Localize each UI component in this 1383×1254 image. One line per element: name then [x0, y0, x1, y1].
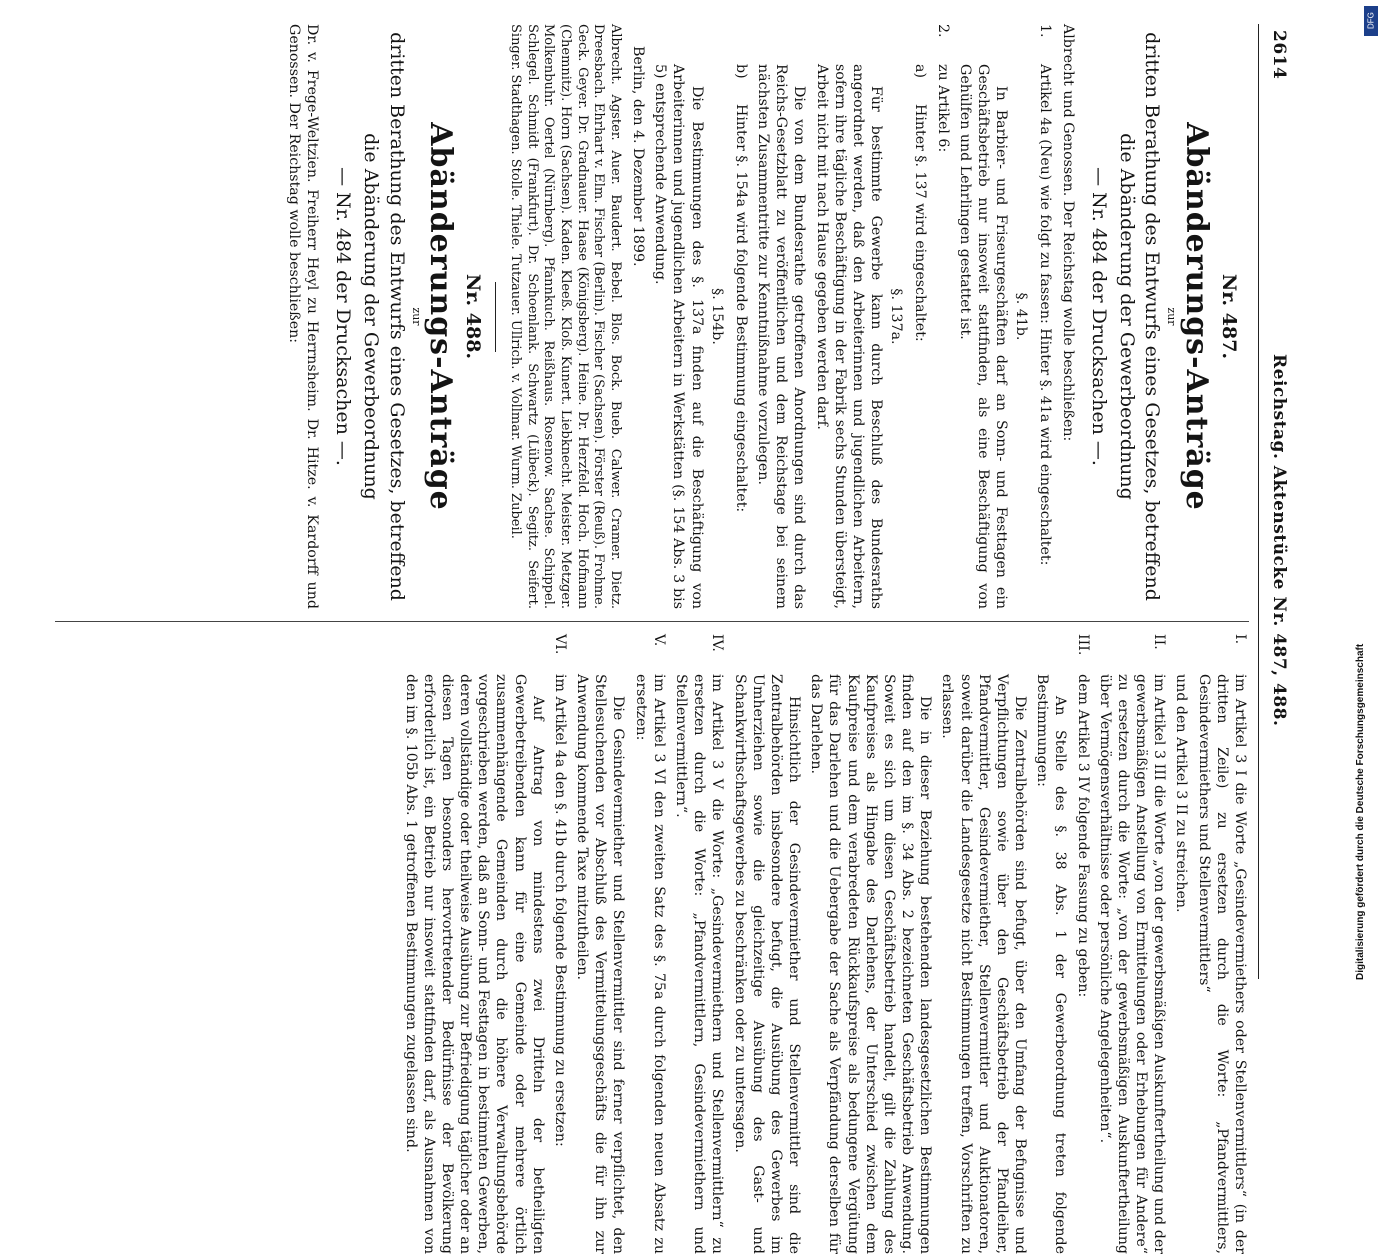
doc487-lead: dritten Berathung des Entwurfs eines Gesetzes, betreffend die Abänderung der Gewerbeordnung [1115, 32, 1164, 601]
doc487-intro: Albrecht und Genossen. Der Reichstag wolle beschließen: [1059, 24, 1076, 442]
doc488-lead: dritten Berathung des Entwurfs eines Gesetzes, betreffend die Abänderung der Gewerbeordnung [360, 32, 408, 601]
amendment-II [1096, 634, 1169, 1254]
item-number: V. [650, 634, 667, 647]
item-text: im Artikel 3 III die Worte „von der gewerbsmäßigen Auskunftertheilung und der gewerbsmäßigen Anstellung von Ermittelungen oder Erhebungen für Andere“ zu ersetzen durch die Worte: „von der gewerbsmäßigen Auskunftertheilung über Vermögensverhältnisse oder persönliche Angelegenheiten“. [1096, 674, 1168, 1254]
item-number: b) [732, 64, 749, 79]
digitization-note [1353, 40, 1373, 980]
item-text: Hinter §. 137 wird eingeschaltet: [912, 104, 929, 342]
doc487-date: Berlin, den 4. Dezember 1899. [630, 46, 647, 267]
paragraph-137a-heading: §. 137a. [888, 288, 905, 345]
left-column [55, 24, 1249, 609]
paragraph-41b-heading: §. 41b. [1013, 292, 1030, 341]
doc487-item-1 [1036, 24, 1054, 609]
item-number: VI. [551, 634, 568, 655]
running-head [1258, 24, 1295, 979]
doc488-number: Nr. 488. [462, 273, 485, 360]
column-rule [55, 621, 1249, 622]
doc487-item-2a [911, 64, 929, 609]
doc488-reference: — Nr. 484 der Drucksachen —. [332, 167, 355, 466]
item-number: I. [1232, 634, 1248, 645]
amendment-VI-paragraph: Auf Antrag von mindestens zwei Dritteln der betheiligten Gewerbetreibenden kann für eine Gemeinde oder mehrere örtlich zusammenhängende Gemeinden durch die höhere Verwaltungsbehörde vorgeschrieben werden, daß an Sonn- und Festtagen in bestimmten Gewerben, deren vollständige oder theilweise Ausübung zur Befriedigung täglicher oder an diesen Tagen besonders hervortretender Bedürfnisse der Bevölkerung erforderlich ist, ein Betrieb nur insoweit stattfinden darf, als Ausnahmen von den im §. 105b Abs. 1 getroffenen Bestimmungen zugelassen sind. [402, 674, 546, 1254]
item-text: dem Artikel 3 IV folgende Fassung zu geben: [1074, 674, 1091, 998]
item-number: II. [1151, 634, 1168, 650]
right-column [55, 634, 1249, 1254]
doc487-title: Abänderungs-Anträge [1178, 122, 1214, 511]
item-text: im Artikel 4a den §. 41b durch folgende Bestimmung zu ersetzen: [551, 674, 568, 1147]
item-text: Hinter §. 154a wird folgende Bestimmung eingeschaltet: [732, 104, 749, 513]
doc487-number: Nr. 487. [1218, 273, 1240, 360]
item-number: 2. [934, 24, 951, 38]
amendment-I [1194, 634, 1249, 1254]
doc487-zur: zur [1165, 307, 1179, 326]
item-text: im Artikel 3 V die Worte: „Gesindevermiethern und Stellenvermittlern“ zu ersetzen durch die Worte: „Pfandvermittlern, Gesindevermiethern und Stellenvermittlern“. [673, 674, 726, 1254]
paragraph-41b-text: In Barbier- und Friseurgeschäften darf an Sonn- und Festtagen ein Geschäftsbetrieb nur insoweit stattfinden, als eine Beschäftigung von Gehülfen und Lehrlingen gestattet ist. [956, 64, 1010, 609]
item-text: im Artikel 3 VI den zweiten Satz des §. 75a durch folgenden neuen Absatz zu ersetzen: [632, 674, 667, 1254]
rotated-document-page [55, 24, 1295, 1254]
dfg-logo: DFG [1364, 6, 1378, 36]
doc487-reference: — Nr. 484 der Drucksachen —. [1087, 167, 1110, 466]
amendment-V [632, 634, 668, 1254]
doc488-title: Abänderungs-Anträge [423, 122, 459, 511]
amendment-IV [672, 634, 727, 1254]
section-separator [495, 282, 496, 352]
doc487-signers: Albrecht. Agster. Auer. Baudert. Bebel. Blos. Bock. Bueb. Calwer. Cramer. Dietz. Dreesbach. Ehrhart v. Elm. Fischer (Berlin). Fischer (Sachsen). Förster (Reuß). Frohme. Geck. Geyer. Dr. Gradnauer. Haase (Königsberg). Heine. Dr. Herzfeld. Hoch. Hofmann (Chemnitz). Horn (Sachsen). Kaden. Kleeß. Kloß. Kunert. Liebknecht. Meister. Metzger. Molkenbuhr. Oertel (Nürnberg). Pfannkuch. Reißhaus. Rosenow. Sachse. Schippel. Schlegel. Schmidt (Frankfurt). Dr. Schoenlank. Schwartz (Lübeck). Segitz. Seifert. Singer. Stadthagen. Stolle. Thiele. Tutzauer. Ullrich. v. Vollmar. Wurm. Zubeil. [508, 24, 623, 609]
item-number: III. [1074, 634, 1091, 656]
amendment-VI [551, 634, 569, 1254]
amendment-III-paragraph-3: Hinsichtlich der Gesindevermiether und Stellenvermittler sind die Zentralbehörden insbesondere befugt, die Ausübung des Gewerbes im Umherziehen sowie die gleichzeitige Ausübung des Gast- und Schankwirthschaftsgewerbes zu beschränken oder zu untersagen. [731, 674, 803, 1254]
paragraph-154b-text: Die Bestimmungen des §. 137a finden auf die Beschäftigung von Arbeiterinnen und jugendlichen Arbeitern in Werkstätten (§. 154 Abs. 3 bis 5) entsprechende Anwendung. [652, 64, 705, 609]
amendment-III-paragraph-2: Die in dieser Beziehung bestehenden landesgesetzlichen Bestimmungen finden auf den im §. 34 Abs. 2 bezeichneten Geschäftsbetrieb Anwendung. Soweit es sich um diesen Geschäftsbetrieb handelt, gilt die Zahlung des Kaufpreises als Hingabe des Darlehens, der Unterschied zwischen dem Kaufpreise und dem verabredeten Rückkaufspreise als bedungene Vergütung für das Darlehen und die Uebergabe der Sache als Verpfändung derselben für das Darlehen. [808, 674, 934, 1254]
amendment-III-paragraph-1: Die Zentralbehörden sind befugt, über den Umfang der Befugnisse und Verpflichtungen sowie über den Geschäftsbetrieb der Pfandleiher, Pfandvermittler, Gesindevermiether, Stellenvermittler und Auktionatoren, soweit darüber die Landesgesetze nicht Bestimmungen treffen, Vorschriften zu erlassen. [939, 674, 1029, 1254]
item-text: Artikel 4a (Neu) wie folgt zu fassen: Hinter §. 41a wird eingeschaltet: [1037, 64, 1054, 566]
doc488-intro: Dr. v. Frege-Weltzien. Freiherr Heyl zu Herrnsheim. Dr. Hitze. v. Kardorff und Genossen. Der Reichstag wolle beschließen: [285, 24, 321, 609]
page-number: 2614 [1269, 30, 1289, 80]
item-number: IV. [709, 634, 726, 652]
doc487-item-2b [732, 64, 750, 609]
item-text: im Artikel 3 I die Worte „Gesindevermiethers oder Stellenvermittlers“ (in der dritten Zeile) zu ersetzen durch die Worte: „Pfandvermittlers, Gesindevermiethers und Stellenvermittlers“ [1195, 674, 1248, 1254]
digitization-text: Digitalisierung gefördert durch die Deutsche Forschungsgemeinschaft [1355, 643, 1366, 980]
item-number: a) [912, 64, 929, 78]
amendment-I-continuation: und den Artikel 3 II zu streichen. [1173, 674, 1190, 913]
paragraph-137a-text-1: Für bestimmte Gewerbe kann durch Beschluß des Bundesraths angeordnet werden, daß den Arbeiterinnen und jugendlichen Arbeitern, sofern ihre tägliche Beschäftigung in der Fabrik sechs Stunden übersteigt, Arbeit nicht mit nach Hause gegeben werden darf. [813, 64, 885, 609]
doc488-zur: zur [409, 307, 423, 326]
amendment-V-paragraph: Die Gesindevermiether und Stellenvermittler sind ferner verpflichtet, den Stellesuchenden vor Abschluß des Vermittelungsgeschäfts die für ihn zur Anwendung kommende Taxe mitzutheilen. [574, 674, 627, 1254]
amendment-III-intro: An Stelle des §. 38 Abs. 1 der Gewerbeordnung treten folgende Bestimmungen: [1034, 674, 1069, 1254]
item-number: 1. [1037, 24, 1054, 38]
doc487-item-2 [933, 24, 951, 609]
page-header: Reichstag. Aktenstücke Nr. 487, 488. [1269, 354, 1289, 727]
amendment-III [1073, 634, 1091, 1254]
item-text: zu Artikel 6: [934, 64, 951, 153]
paragraph-154b-heading: §. 154b. [708, 288, 725, 345]
paragraph-137a-text-2: Die von dem Bundesrathe getroffenen Anordnungen sind durch das Reichs-Gesetzblatt zu veröffentlichen und dem Reichstage bei seinem nächsten Zusammentritte zur Kenntnißnahme vorzulegen. [755, 64, 808, 609]
